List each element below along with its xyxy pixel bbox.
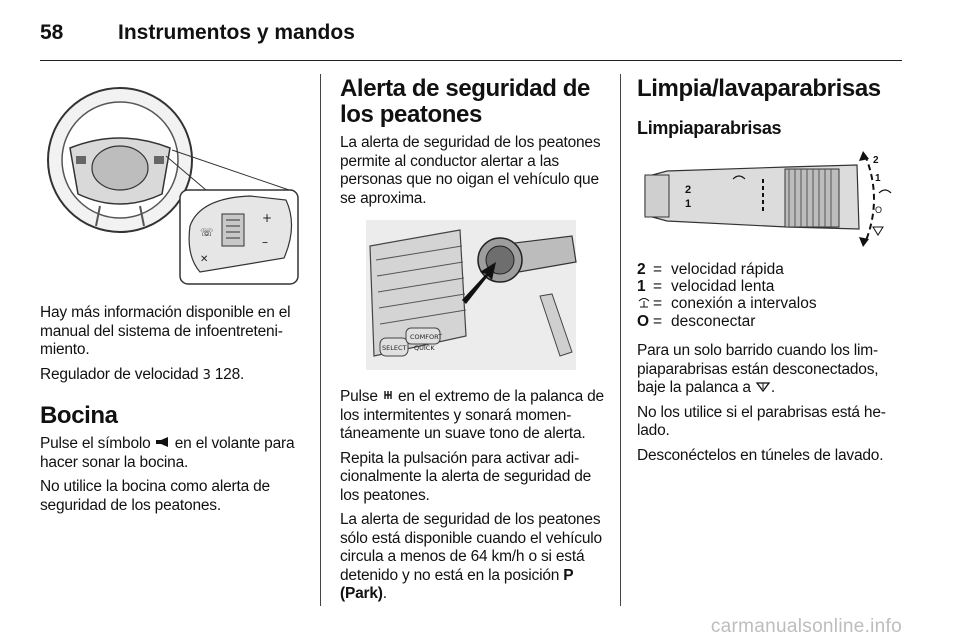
- subheading-wipers: Limpiaparabrisas: [637, 118, 782, 138]
- section-heading-wipers: Limpia/lavaparabrisas: [637, 75, 881, 102]
- repeat-paragraph: Repita la pulsación para activar adicionalmente la alerta de seguridad de los peatones.: [340, 449, 592, 504]
- availability-text-a: La alerta de seguridad de los peatones sólo está disponible cuando el vehículo circula a menos de 64 km/h o si está detenido y no está en la posición: [340, 511, 602, 584]
- svg-text:–: –: [262, 235, 268, 249]
- availability-text-c: .: [382, 585, 387, 602]
- legend-key: O: [637, 313, 650, 330]
- column-middle: [340, 76, 604, 610]
- interval-wiper-icon: [637, 295, 653, 313]
- turn-signal-stalk-illustration: [340, 216, 604, 376]
- page-reference-icon: 3: [202, 367, 211, 383]
- legend-row: [637, 313, 907, 330]
- section-heading-bocina: Bocina: [40, 402, 118, 429]
- column-left: [40, 76, 306, 521]
- legend-row: [637, 261, 907, 278]
- single-wipe-text-a: Para un solo barrido cuando los limpiaparabrisas están desconectados, baje la palanca a: [637, 342, 879, 396]
- legend-key: 1: [637, 278, 646, 295]
- press-paragraph: [340, 388, 604, 444]
- bocina-text-b: en el volante para hacer sonar la bocina.: [40, 435, 295, 471]
- legend-equals: =: [653, 295, 663, 312]
- legend-equals: =: [653, 313, 663, 330]
- speed-regulator-text: Regulador de velocidad: [40, 365, 203, 383]
- stalk-position-1: 1: [875, 173, 881, 184]
- single-wipe-text-b: .: [770, 379, 776, 396]
- legend-equals: =: [653, 278, 663, 295]
- svg-text:✕: ✕: [200, 254, 209, 265]
- wiper-stalk-illustration: [637, 149, 907, 253]
- park-label: P (Park): [340, 566, 574, 602]
- infotainment-paragraph: Hay más información disponible en el manual del sistema de infoentretenimiento.: [40, 304, 291, 358]
- legend-value: velocidad rápida: [671, 261, 784, 278]
- speed-regulator-page: 128.: [210, 365, 245, 383]
- stalk-label-quick: QUICK: [414, 344, 435, 352]
- bocina-paragraph: [40, 435, 306, 472]
- legend-value: conexión a intervalos: [671, 295, 817, 312]
- chapter-title: Instrumentos y mandos: [118, 21, 355, 44]
- stalk-label-select: SELECT: [382, 344, 407, 352]
- frozen-windshield-paragraph: No los utilice si el parabrisas está helado.: [637, 403, 886, 439]
- legend-value: velocidad lenta: [671, 278, 775, 295]
- press-text-a: Pulse: [340, 388, 382, 405]
- section-heading-pedestrian-alert: Alerta de seguridad de los peatones: [340, 75, 590, 128]
- stalk-position-2: 2: [873, 155, 879, 166]
- bocina-warning-paragraph: No utilice la bocina como alerta de seguridad de los peatones.: [40, 478, 270, 514]
- svg-text:+: +: [262, 211, 273, 225]
- watermark: carmanualsonline.info: [710, 616, 902, 637]
- header-rule: [40, 60, 902, 61]
- svg-text:☏: ☏: [200, 226, 214, 239]
- stalk-mark-1: 1: [685, 198, 692, 210]
- steering-wheel-illustration: [40, 76, 306, 290]
- bocina-text-a: Pulse el símbolo: [40, 435, 155, 452]
- legend-equals: =: [653, 261, 663, 278]
- stalk-position-off: O: [875, 205, 883, 215]
- carwash-paragraph: Desconéctelos en túneles de lavado.: [637, 446, 884, 464]
- pedestrian-alert-intro: La alerta de seguridad de los peatones permite al conductor alertar a las personas que no oigan el vehículo que se aproxima.: [340, 134, 601, 207]
- page-number: 58: [40, 21, 64, 44]
- legend-row: [637, 295, 907, 313]
- press-text-b: en el extremo de la palanca de los intermitentes y sonará momentáneamente un suave tono de alerta.: [340, 388, 604, 442]
- legend-value: desconectar: [671, 313, 756, 330]
- horn-icon: [155, 435, 171, 454]
- single-wipe-icon: [755, 379, 771, 398]
- column-right: [637, 76, 907, 471]
- availability-paragraph: [340, 511, 604, 604]
- column-divider: [320, 74, 321, 606]
- legend-row: [637, 278, 907, 295]
- stalk-label-comfort: COMFORT: [410, 333, 443, 341]
- speed-regulator-paragraph: [40, 366, 306, 386]
- single-wipe-paragraph: [637, 342, 907, 398]
- pedestrian-alert-icon: [382, 388, 394, 407]
- column-divider: [620, 74, 621, 606]
- page-header: [40, 18, 355, 48]
- wiper-legend: [637, 261, 907, 330]
- legend-key: 2: [637, 261, 646, 278]
- stalk-mark-2: 2: [685, 184, 692, 196]
